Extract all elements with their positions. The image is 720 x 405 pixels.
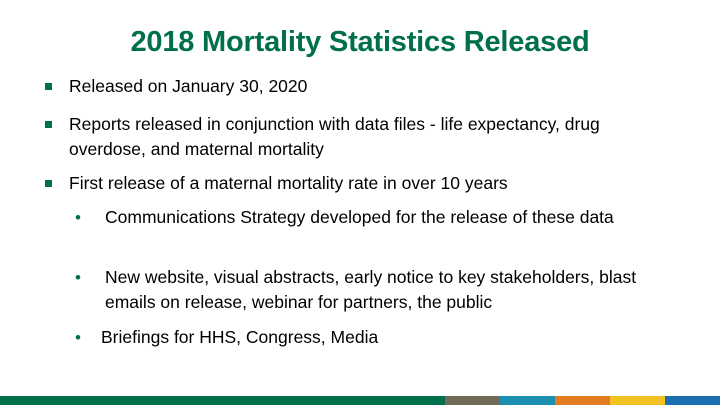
sub-bullet-item: [75, 265, 690, 315]
bullet-item: [69, 74, 689, 99]
footer-segment: [610, 396, 665, 405]
footer-segment: [665, 396, 720, 405]
sub-bullet-text: Communications Strategy developed for the release of these data: [105, 207, 614, 227]
footer-segment: [445, 396, 500, 405]
footer-segment: [500, 396, 555, 405]
square-bullet-icon: [45, 171, 52, 187]
slide-title: 2018 Mortality Statistics Released: [130, 26, 590, 58]
bullet-text: First release of a maternal mortality rate in over 10 years: [69, 173, 508, 193]
sub-bullet-item: [75, 325, 681, 350]
bullet-text: Reports released in conjunction with data files - life expectancy, drug overdose, and maternal mortality: [69, 114, 600, 159]
bullet-item: [69, 171, 689, 196]
bullet-item: [69, 112, 669, 162]
footer-segment: [0, 396, 445, 405]
square-bullet-icon: [45, 112, 52, 128]
footer-color-bar: [0, 396, 720, 405]
bullet-text: Released on January 30, 2020: [69, 76, 308, 96]
sub-bullet-text: Briefings for HHS, Congress, Media: [101, 327, 379, 347]
dot-bullet-icon: •: [75, 268, 81, 287]
square-bullet-icon: [45, 74, 52, 90]
sub-bullet-text: New website, visual abstracts, early notice to key stakeholders, blast emails on release, webinar for partners, the public: [105, 267, 637, 312]
dot-bullet-icon: •: [75, 328, 81, 347]
sub-bullet-item: [75, 205, 675, 230]
dot-bullet-icon: •: [75, 208, 81, 227]
footer-segment: [555, 396, 610, 405]
